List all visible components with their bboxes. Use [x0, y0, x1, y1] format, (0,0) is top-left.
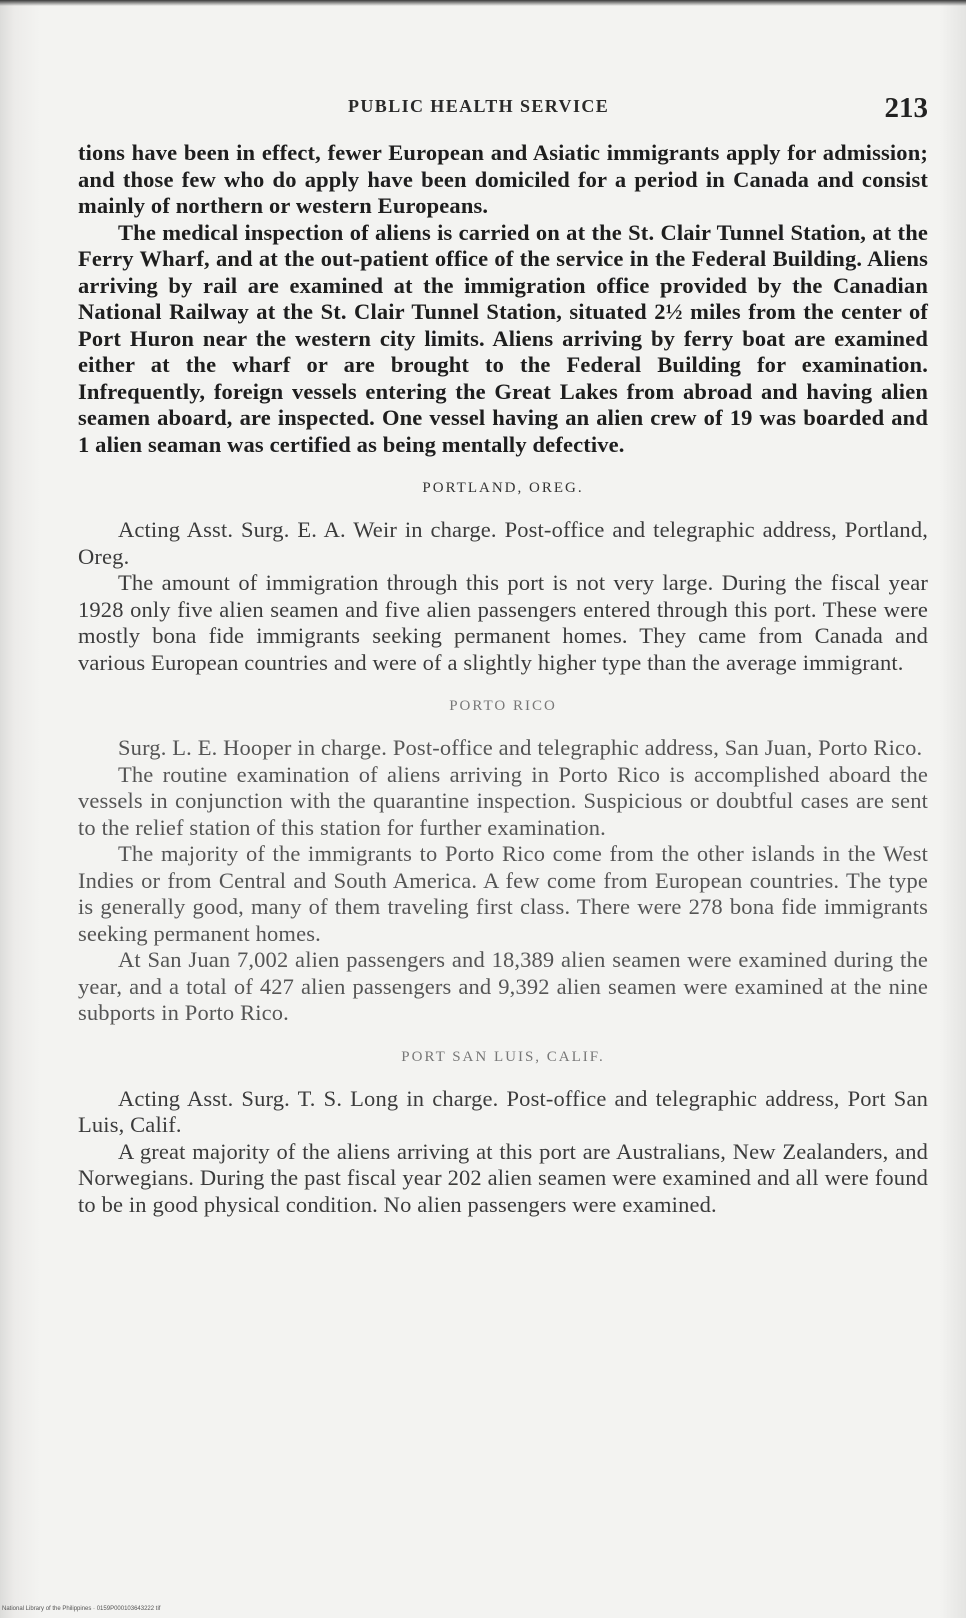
porto-rico-paragraph-2: The routine examination of aliens arriving in Porto Rico is accomplished aboard the vessels in conjunction with the quarantine inspection. Suspicious or doubtful cases are sent to the relief station of this station for further examination.: [78, 761, 928, 840]
section-heading-portland: PORTLAND, OREG.: [422, 480, 584, 496]
portland-paragraph-2: The amount of immigration through this port is not very large. During the fiscal year 1928 only five alien seamen and five alien passengers entered through this port. These were mostly bona fide immigrants seeking permanent homes. They came from Canada and various European countries and were of a slightly higher type than the average immigrant.: [78, 570, 928, 675]
porto-rico-paragraph-4: At San Juan 7,002 alien passengers and 18,389 alien seamen were examined during the year, and a total of 427 alien passengers and 9,392 alien seamen were examined at the nine subports in Porto Rico.: [78, 947, 928, 1025]
running-head: PUBLIC HEALTH SERVICE: [348, 96, 610, 116]
scan-source-line: National Library of the Philippines · 0159P000103643222 tif: [2, 1606, 161, 1612]
body-text: [78, 140, 928, 1218]
intro-section: [78, 140, 928, 458]
port-san-luis-paragraph-1: Acting Asst. Surg. T. S. Long in charge. Post-office and telegraphic address, Port San Luis, Calif.: [78, 1085, 928, 1137]
port-san-luis-section: [78, 1049, 928, 1219]
porto-rico-paragraph-3: The majority of the immigrants to Porto Rico come from the other islands in the West Indies or from Central and South America. A few come from European countries. The type is generally good, many of them traveling first class. There were 278 bona fide immigrants seeking permanent homes.: [78, 841, 928, 946]
porto-rico-paragraph-1: Surg. L. E. Hooper in charge. Post-office and telegraphic address, San Juan, Porto Rico.: [118, 735, 923, 760]
port-san-luis-paragraph-2: A great majority of the aliens arriving at this port are Australians, New Zealanders, and Norwegians. During the past fiscal year 202 alien seamen were examined and all were found to be in good physical condition. No alien passengers were examined.: [78, 1138, 928, 1217]
intro-paragraph-2: The medical inspection of aliens is carried on at the St. Clair Tunnel Station, at the Ferry Wharf, and at the out-patient office of the service in the Federal Building. Aliens arriving by rail are examined at the immigration office provided by the Canadian National Railway at the St. Clair Tunnel Station, situated 2½ miles from the center of Port Huron near the western city limits. Aliens arriving by ferry boat are examined either at the wharf or are brought to the Federal Building for examination. Infrequently, foreign vessels entering the Great Lakes from abroad and having alien seamen aboard, are inspected. One vessel having an alien crew of 19 was boarded and 1 alien seaman was certified as being mentally defective.: [78, 219, 928, 457]
scan-top-edge: [0, 0, 966, 6]
portland-paragraph-1: Acting Asst. Surg. E. A. Weir in charge. Post-office and telegraphic address, Portland, Oreg.: [78, 517, 928, 569]
section-heading-port-san-luis: PORT SAN LUIS, CALIF.: [401, 1048, 605, 1065]
page-number: 213: [884, 92, 928, 124]
portland-section: [78, 480, 928, 676]
section-heading-porto-rico: PORTO RICO: [449, 698, 557, 714]
porto-rico-section: [78, 698, 928, 1027]
page-header: [78, 92, 928, 132]
intro-paragraph-1: tions have been in effect, fewer European and Asiatic immigrants apply for admission; and those few who do apply have been domiciled for a period in Canada and consist mainly of northern or western Europeans.: [78, 140, 928, 218]
